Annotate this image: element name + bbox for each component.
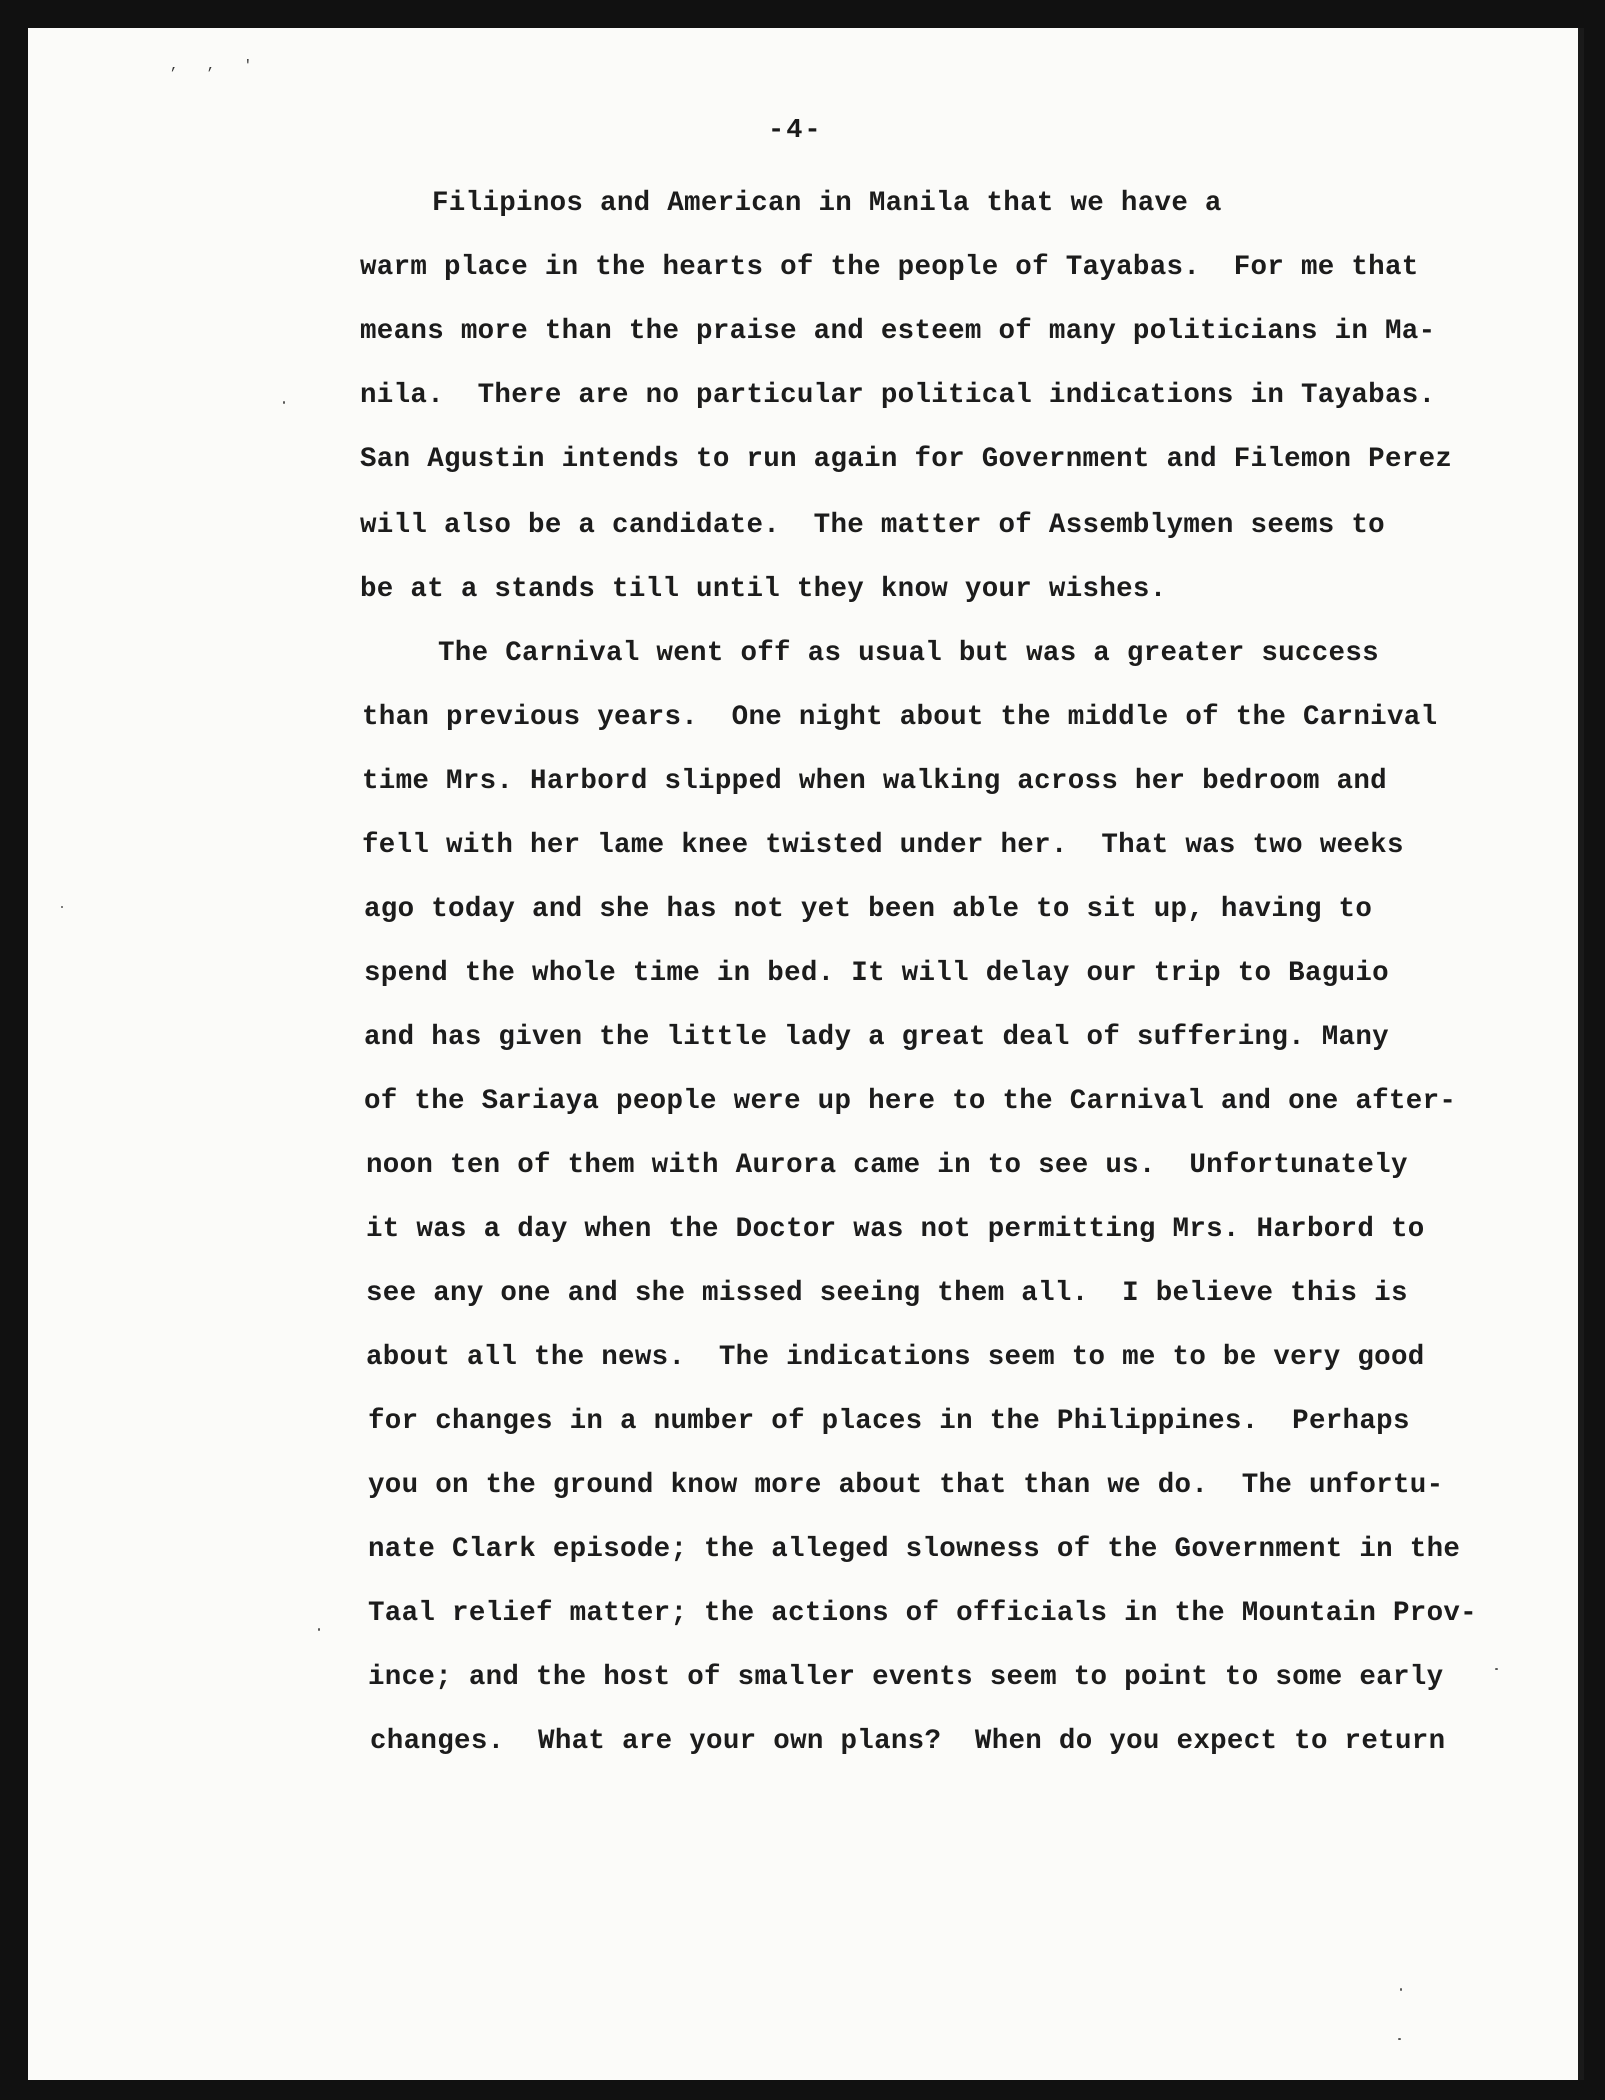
text-line: Filipinos and American in Manila that we have a <box>432 188 1222 219</box>
text-line: Taal relief matter; the actions of officials in the Mountain Prov- <box>368 1598 1477 1629</box>
text-line: noon ten of them with Aurora came in to see us. Unfortunately <box>366 1150 1408 1181</box>
paper-speck <box>1495 1668 1498 1670</box>
paper-speck <box>1400 1988 1402 1991</box>
paper-speck <box>61 906 63 908</box>
text-line: means more than the praise and esteem of many politicians in Ma- <box>360 316 1436 347</box>
text-line: ince; and the host of smaller events seem to point to some early <box>368 1662 1444 1693</box>
text-line: see any one and she missed seeing them all. I believe this is <box>366 1278 1408 1309</box>
text-line: it was a day when the Doctor was not permitting Mrs. Harbord to <box>366 1214 1425 1245</box>
corner-marks: , , ' <box>170 58 263 74</box>
text-line: nate Clark episode; the alleged slowness of the Government in the <box>368 1534 1461 1565</box>
text-line: about all the news. The indications seem to me to be very good <box>366 1342 1425 1373</box>
paper-speck <box>318 1628 320 1631</box>
text-line: for changes in a number of places in the Philippines. Perhaps <box>368 1406 1410 1437</box>
text-line: and has given the little lady a great deal of suffering. Many <box>364 1022 1389 1053</box>
text-line: than previous years. One night about the middle of the Carnival <box>362 702 1438 733</box>
text-line: changes. What are your own plans? When do you expect to return <box>370 1726 1446 1757</box>
page-edge <box>1578 28 1584 2080</box>
text-line: ago today and she has not yet been able to sit up, having to <box>364 894 1373 925</box>
text-line: San Agustin intends to run again for Government and Filemon Perez <box>360 444 1453 475</box>
text-line: fell with her lame knee twisted under her. That was two weeks <box>362 830 1404 861</box>
text-line: you on the ground know more about that than we do. The unfortu- <box>368 1470 1444 1501</box>
text-line: spend the whole time in bed. It will delay our trip to Baguio <box>364 958 1389 989</box>
page-number: -4- <box>768 116 823 146</box>
text-line: nila. There are no particular political indications in Tayabas. <box>360 380 1436 411</box>
paper-speck <box>1398 2038 1401 2040</box>
text-line: warm place in the hearts of the people of Tayabas. For me that <box>360 252 1419 283</box>
text-line: will also be a candidate. The matter of Assemblymen seems to <box>360 510 1385 541</box>
text-line: be at a stands till until they know your wishes. <box>360 574 1167 605</box>
text-line: The Carnival went off as usual but was a greater success <box>438 638 1379 669</box>
paper-speck <box>283 401 285 404</box>
document-page <box>28 28 1584 2080</box>
text-line: time Mrs. Harbord slipped when walking across her bedroom and <box>362 766 1387 797</box>
text-line: of the Sariaya people were up here to the Carnival and one after- <box>364 1086 1457 1117</box>
